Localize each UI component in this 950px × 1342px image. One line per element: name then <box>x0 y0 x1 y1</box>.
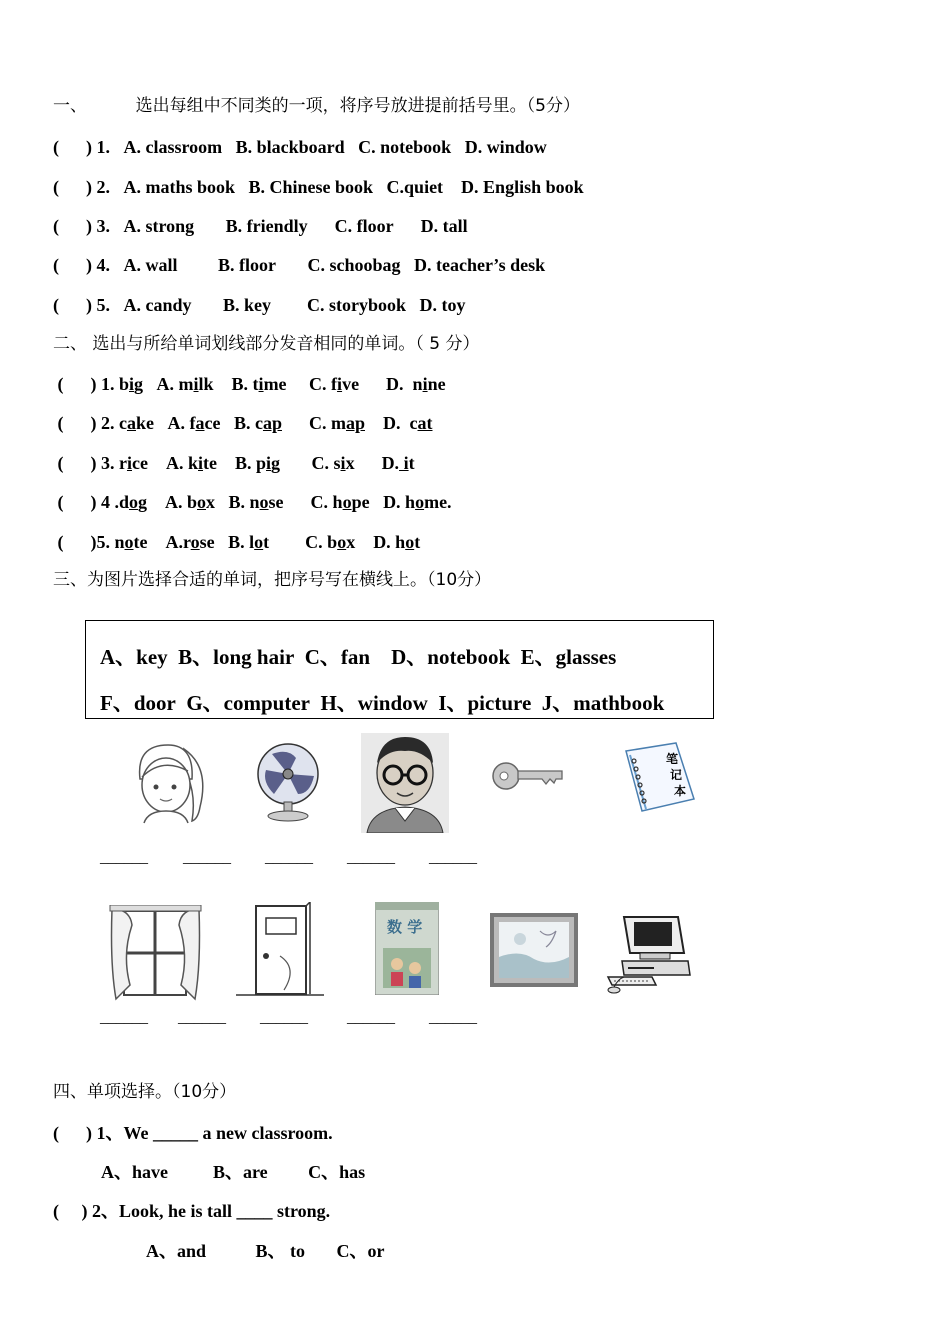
underlined-letters: i <box>337 374 343 394</box>
notebook-picture <box>620 741 700 813</box>
glasses-boy-picture <box>361 733 449 833</box>
text-segment: ne <box>427 374 446 394</box>
s2-question-3 <box>53 452 415 474</box>
section1-title: 一、 选出每组中不同类的一项，将序号放进提前括号里。（5分） <box>53 96 580 116</box>
text-segment: t <box>408 453 415 473</box>
text-segment: se B. l <box>199 532 255 552</box>
text-segment: C. m <box>281 413 346 433</box>
underlined-letters: o <box>337 532 347 552</box>
answer-blank-4[interactable]: ______ <box>347 849 395 866</box>
s1-question-2: ( ) 2. A. maths book B. Chinese book C.quiet D. English book <box>53 177 584 197</box>
answer-blank-5[interactable]: ______ <box>429 849 477 866</box>
picture-frame-picture <box>490 913 578 987</box>
text-segment: D. c <box>365 413 418 433</box>
door-picture <box>236 902 326 998</box>
underlined-letters: i <box>340 453 346 473</box>
underlined-letters: i <box>193 374 199 394</box>
answer-blank-1[interactable]: ______ <box>100 849 148 866</box>
text-segment: te A.r <box>133 532 191 552</box>
notebook-char-3: 本 <box>674 784 687 798</box>
mathbook-title: 数 学 <box>387 918 423 936</box>
text-segment: me. <box>424 492 452 512</box>
answer-blank-6[interactable]: ______ <box>100 1009 148 1026</box>
text-segment: lk B. t <box>198 374 259 394</box>
text-segment: te B. p <box>203 453 267 473</box>
text-segment: ce B. c <box>204 413 263 433</box>
window-picture <box>108 905 203 1001</box>
text-segment: pe D. h <box>351 492 416 512</box>
text-segment: ke A. f <box>135 413 196 433</box>
text-segment: x D. h <box>346 532 406 552</box>
word-bank-box <box>85 620 714 719</box>
text-segment: ( ) 4 .d <box>53 492 129 512</box>
key-picture <box>490 756 566 800</box>
answer-blank-10[interactable]: ______ <box>429 1009 477 1026</box>
answer-blank-9[interactable]: ______ <box>347 1009 395 1026</box>
underlined-letters: i <box>198 453 204 473</box>
text-segment: ( )5. n <box>53 532 125 552</box>
s2-question-2 <box>53 412 433 434</box>
answer-blank-3[interactable]: ______ <box>265 849 313 866</box>
s4-question-2: ( ) 2、Look, he is tall ____ strong. <box>53 1201 331 1221</box>
answer-blank-8[interactable]: ______ <box>260 1009 308 1026</box>
section2-title: 二、 选出与所给单词划线部分发音相同的单词。（ 5 分） <box>53 334 480 354</box>
underlined-letters: o <box>405 532 415 552</box>
underlined-letters: o <box>342 492 352 512</box>
underlined-letters: o <box>254 532 264 552</box>
underlined-letters: i <box>126 453 132 473</box>
answer-blank-7[interactable]: ______ <box>178 1009 226 1026</box>
word-bank-line-1: A、key B、long hair C、fan D、notebook E、glasses <box>100 645 617 669</box>
computer-picture <box>604 913 692 995</box>
s4-question-1-options: A、have B、are C、has <box>101 1162 366 1182</box>
s1-question-1: ( ) 1. A. classroom B. blackboard C. notebook D. window <box>53 137 547 157</box>
underlined-letters: a <box>195 413 205 433</box>
text-segment: t C. b <box>263 532 338 552</box>
underlined-letters: i <box>129 374 135 394</box>
s1-question-5: ( ) 5. A. candy B. key C. storybook D. toy <box>53 295 466 315</box>
text-segment: ( ) 2. c <box>53 413 127 433</box>
underlined-letters: i <box>266 453 272 473</box>
text-segment: ce A. k <box>132 453 198 473</box>
underlined-letters: o <box>415 492 425 512</box>
underlined-letters: a <box>126 413 136 433</box>
s2-question-5 <box>53 531 420 553</box>
text-segment: se C. h <box>268 492 343 512</box>
s4-question-2-options: A、and B、 to C、or <box>146 1241 385 1261</box>
mathbook-picture <box>375 902 439 995</box>
word-bank-line-2: F、door G、computer H、window I、picture J、mathbook <box>100 691 665 715</box>
text-segment: g A. b <box>138 492 198 512</box>
notebook-char-1: 笔 <box>666 752 679 766</box>
underlined-letters: o <box>259 492 269 512</box>
text-segment: g C. s <box>271 453 341 473</box>
long-hair-girl-picture <box>122 737 212 825</box>
text-segment: t <box>414 532 421 552</box>
s2-question-4 <box>53 491 452 513</box>
fan-picture <box>252 742 324 822</box>
s1-question-4: ( ) 4. A. wall B. floor C. schoobag D. teacher’s desk <box>53 255 546 275</box>
s2-question-1 <box>53 373 446 395</box>
text-segment: ( ) 1. b <box>53 374 129 394</box>
underlined-letters: ap <box>345 413 365 433</box>
underlined-letters: o <box>190 532 200 552</box>
answer-blank-2[interactable]: ______ <box>183 849 231 866</box>
text-segment: g A. m <box>134 374 194 394</box>
underlined-letters: o <box>124 532 134 552</box>
underlined-letters: o <box>197 492 207 512</box>
text-segment: x B. n <box>206 492 260 512</box>
section3-title: 三、为图片选择合适的单词，把序号写在横线上。（10分） <box>53 570 492 590</box>
text-segment: me C. f <box>263 374 338 394</box>
text-segment: x D. <box>345 453 400 473</box>
underlined-letters: o <box>129 492 138 512</box>
underlined-letters: ap <box>262 413 282 433</box>
text-segment: ve D. n <box>342 374 423 394</box>
text-segment: ( ) 3. r <box>53 453 127 473</box>
underlined-letters: at <box>417 413 433 433</box>
underlined-letters: i <box>258 374 264 394</box>
section4-title: 四、单项选择。（10分） <box>53 1082 237 1102</box>
s1-question-3: ( ) 3. A. strong B. friendly C. floor D. tall <box>53 216 468 236</box>
notebook-char-2: 记 <box>670 768 683 782</box>
underlined-letters: i <box>422 374 428 394</box>
s4-question-1: ( ) 1、We _____ a new classroom. <box>53 1123 333 1143</box>
underlined-letters: i <box>399 453 409 473</box>
